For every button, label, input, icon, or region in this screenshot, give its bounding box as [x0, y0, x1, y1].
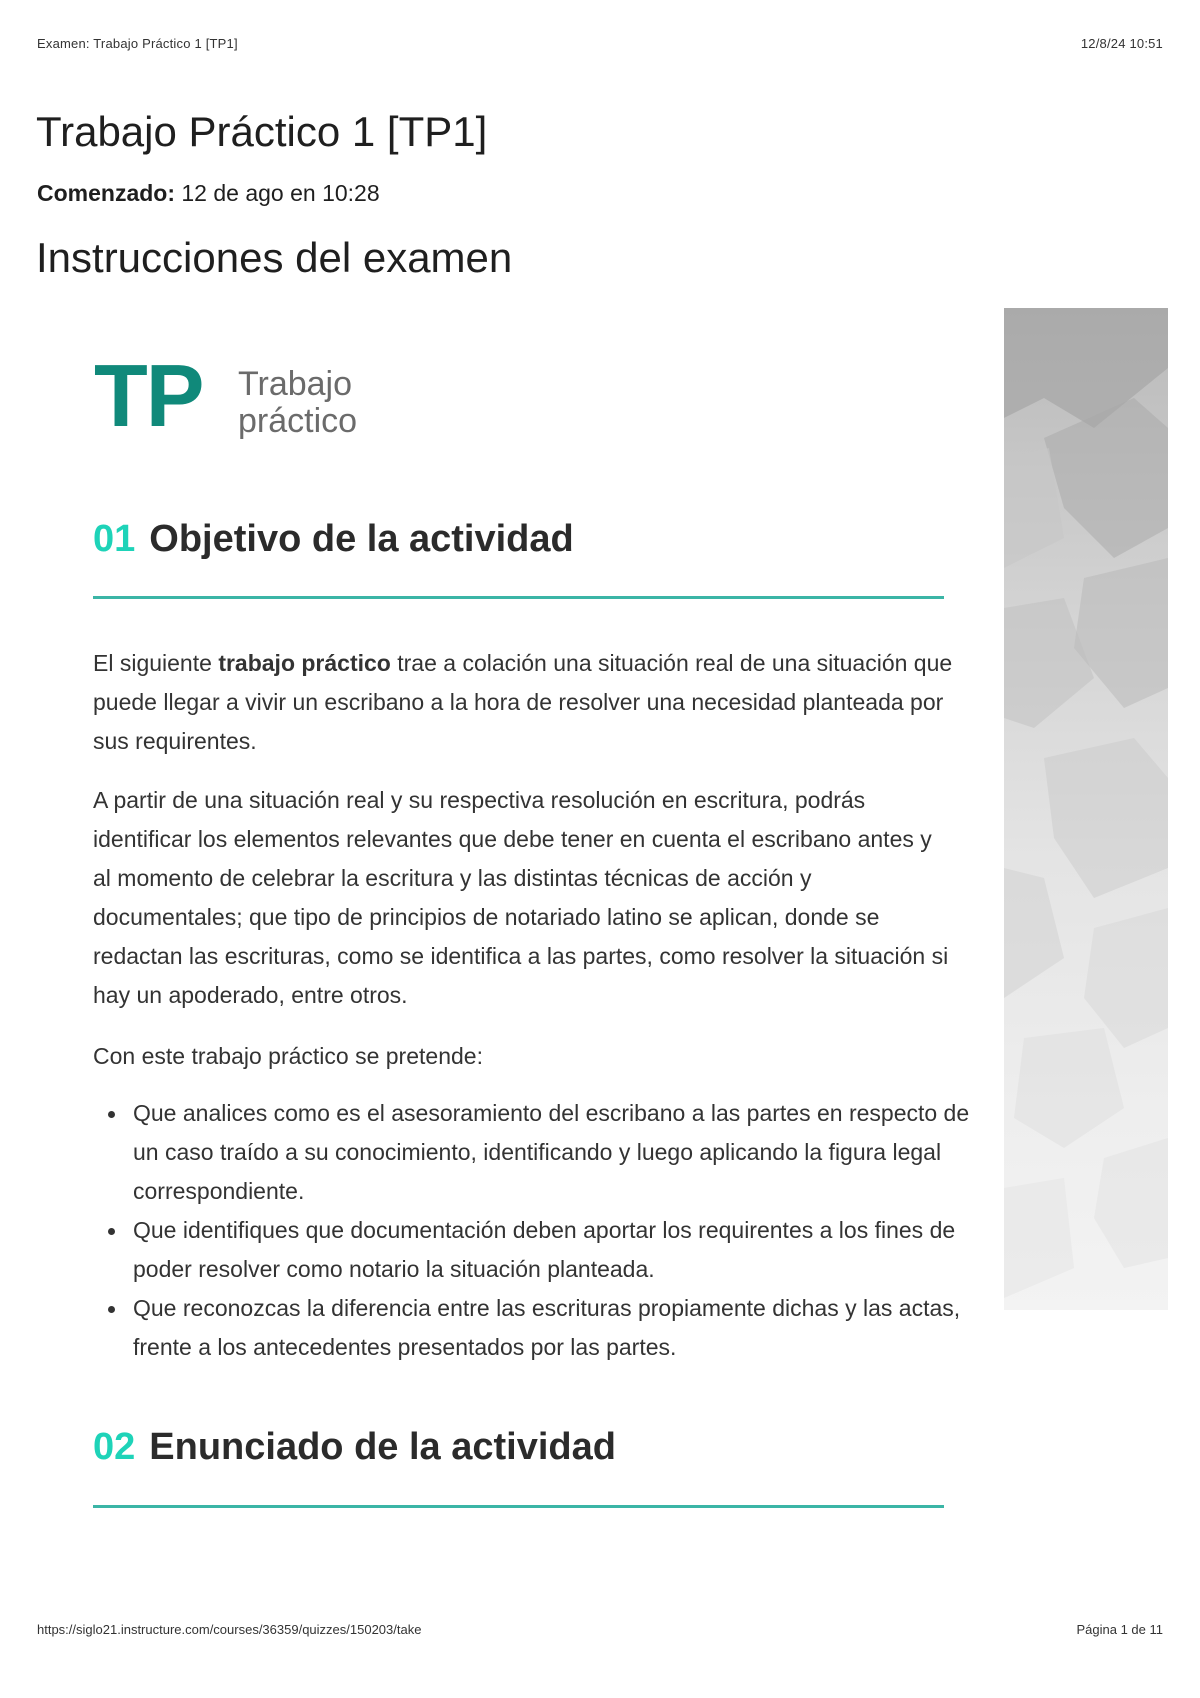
print-header-datetime: 12/8/24 10:51: [1080, 36, 1163, 51]
tp-logo: [94, 346, 394, 450]
print-footer-page: Página 1 de 11: [1076, 1622, 1163, 1637]
section-heading-objective: [93, 518, 574, 561]
instructions-title: Instrucciones del examen: [36, 234, 513, 281]
page-title: Trabajo Práctico 1 [TP1]: [36, 108, 488, 155]
list-item: Que analices como es el asesoramiento del escribano a las partes en respecto de un caso traído a su conocimiento, identificando y luego aplicando la figura legal correspondiente.: [133, 1094, 993, 1211]
section-title: Objetivo de la actividad: [149, 518, 574, 560]
decorative-architecture-image: [1004, 308, 1168, 1310]
started-info: [37, 180, 380, 207]
para-text: A partir de una situación real y su respectiva resolución en escritura, podrás identificar los elementos relevantes que debe tener en cuenta el escribano antes y al momento de celebrar la escritura y las distintas técnicas de acción y documentales; que tipo de principios de notariado latino se aplican, donde se redactan las escrituras, como se identifica a las partes, como resolver la situación si hay un apoderado, entre otros.: [93, 787, 949, 1008]
started-value: 12 de ago en 10:28: [181, 180, 380, 206]
logo-mark: TP: [94, 346, 203, 445]
section-number: 01: [93, 518, 136, 560]
logo-word-line2: práctico: [238, 402, 358, 440]
para-text: Con este trabajo práctico se pretende:: [93, 1043, 483, 1069]
logo-wordmark: [238, 366, 357, 440]
objective-paragraph-2: [93, 781, 953, 1015]
list-item: Que identifiques que documentación deben aportar los requirentes a los fines de poder resolver como notario la situación planteada.: [133, 1211, 993, 1289]
list-item: Que reconozcas la diferencia entre las escrituras propiamente dichas y las actas, frente a los antecedentes presentados por las partes.: [133, 1289, 993, 1367]
print-header-title: Examen: Trabajo Práctico 1 [TP1]: [37, 36, 238, 51]
para-text: El siguiente: [93, 650, 219, 676]
objective-bullet-list: [93, 1094, 993, 1367]
section-title: Enunciado de la actividad: [149, 1426, 616, 1468]
objective-paragraph-3: [93, 1037, 953, 1076]
started-label: Comenzado:: [37, 180, 175, 206]
para-text: trae a colación una situación real de una situación que puede llegar a vivir un escribano a la hora de resolver una necesidad planteada por sus requirentes.: [93, 650, 953, 754]
section-heading-statement: [93, 1426, 616, 1469]
section-divider: [93, 596, 944, 599]
print-footer-url: https://siglo21.instructure.com/courses/36359/quizzes/150203/take: [37, 1622, 422, 1637]
section-number: 02: [93, 1426, 136, 1468]
objective-paragraph-1: [93, 644, 953, 761]
para-bold-text: trabajo práctico: [218, 650, 391, 676]
logo-word-line1: Trabajo: [238, 365, 353, 403]
architecture-pattern: [1004, 308, 1168, 1310]
section-divider: [93, 1505, 944, 1508]
